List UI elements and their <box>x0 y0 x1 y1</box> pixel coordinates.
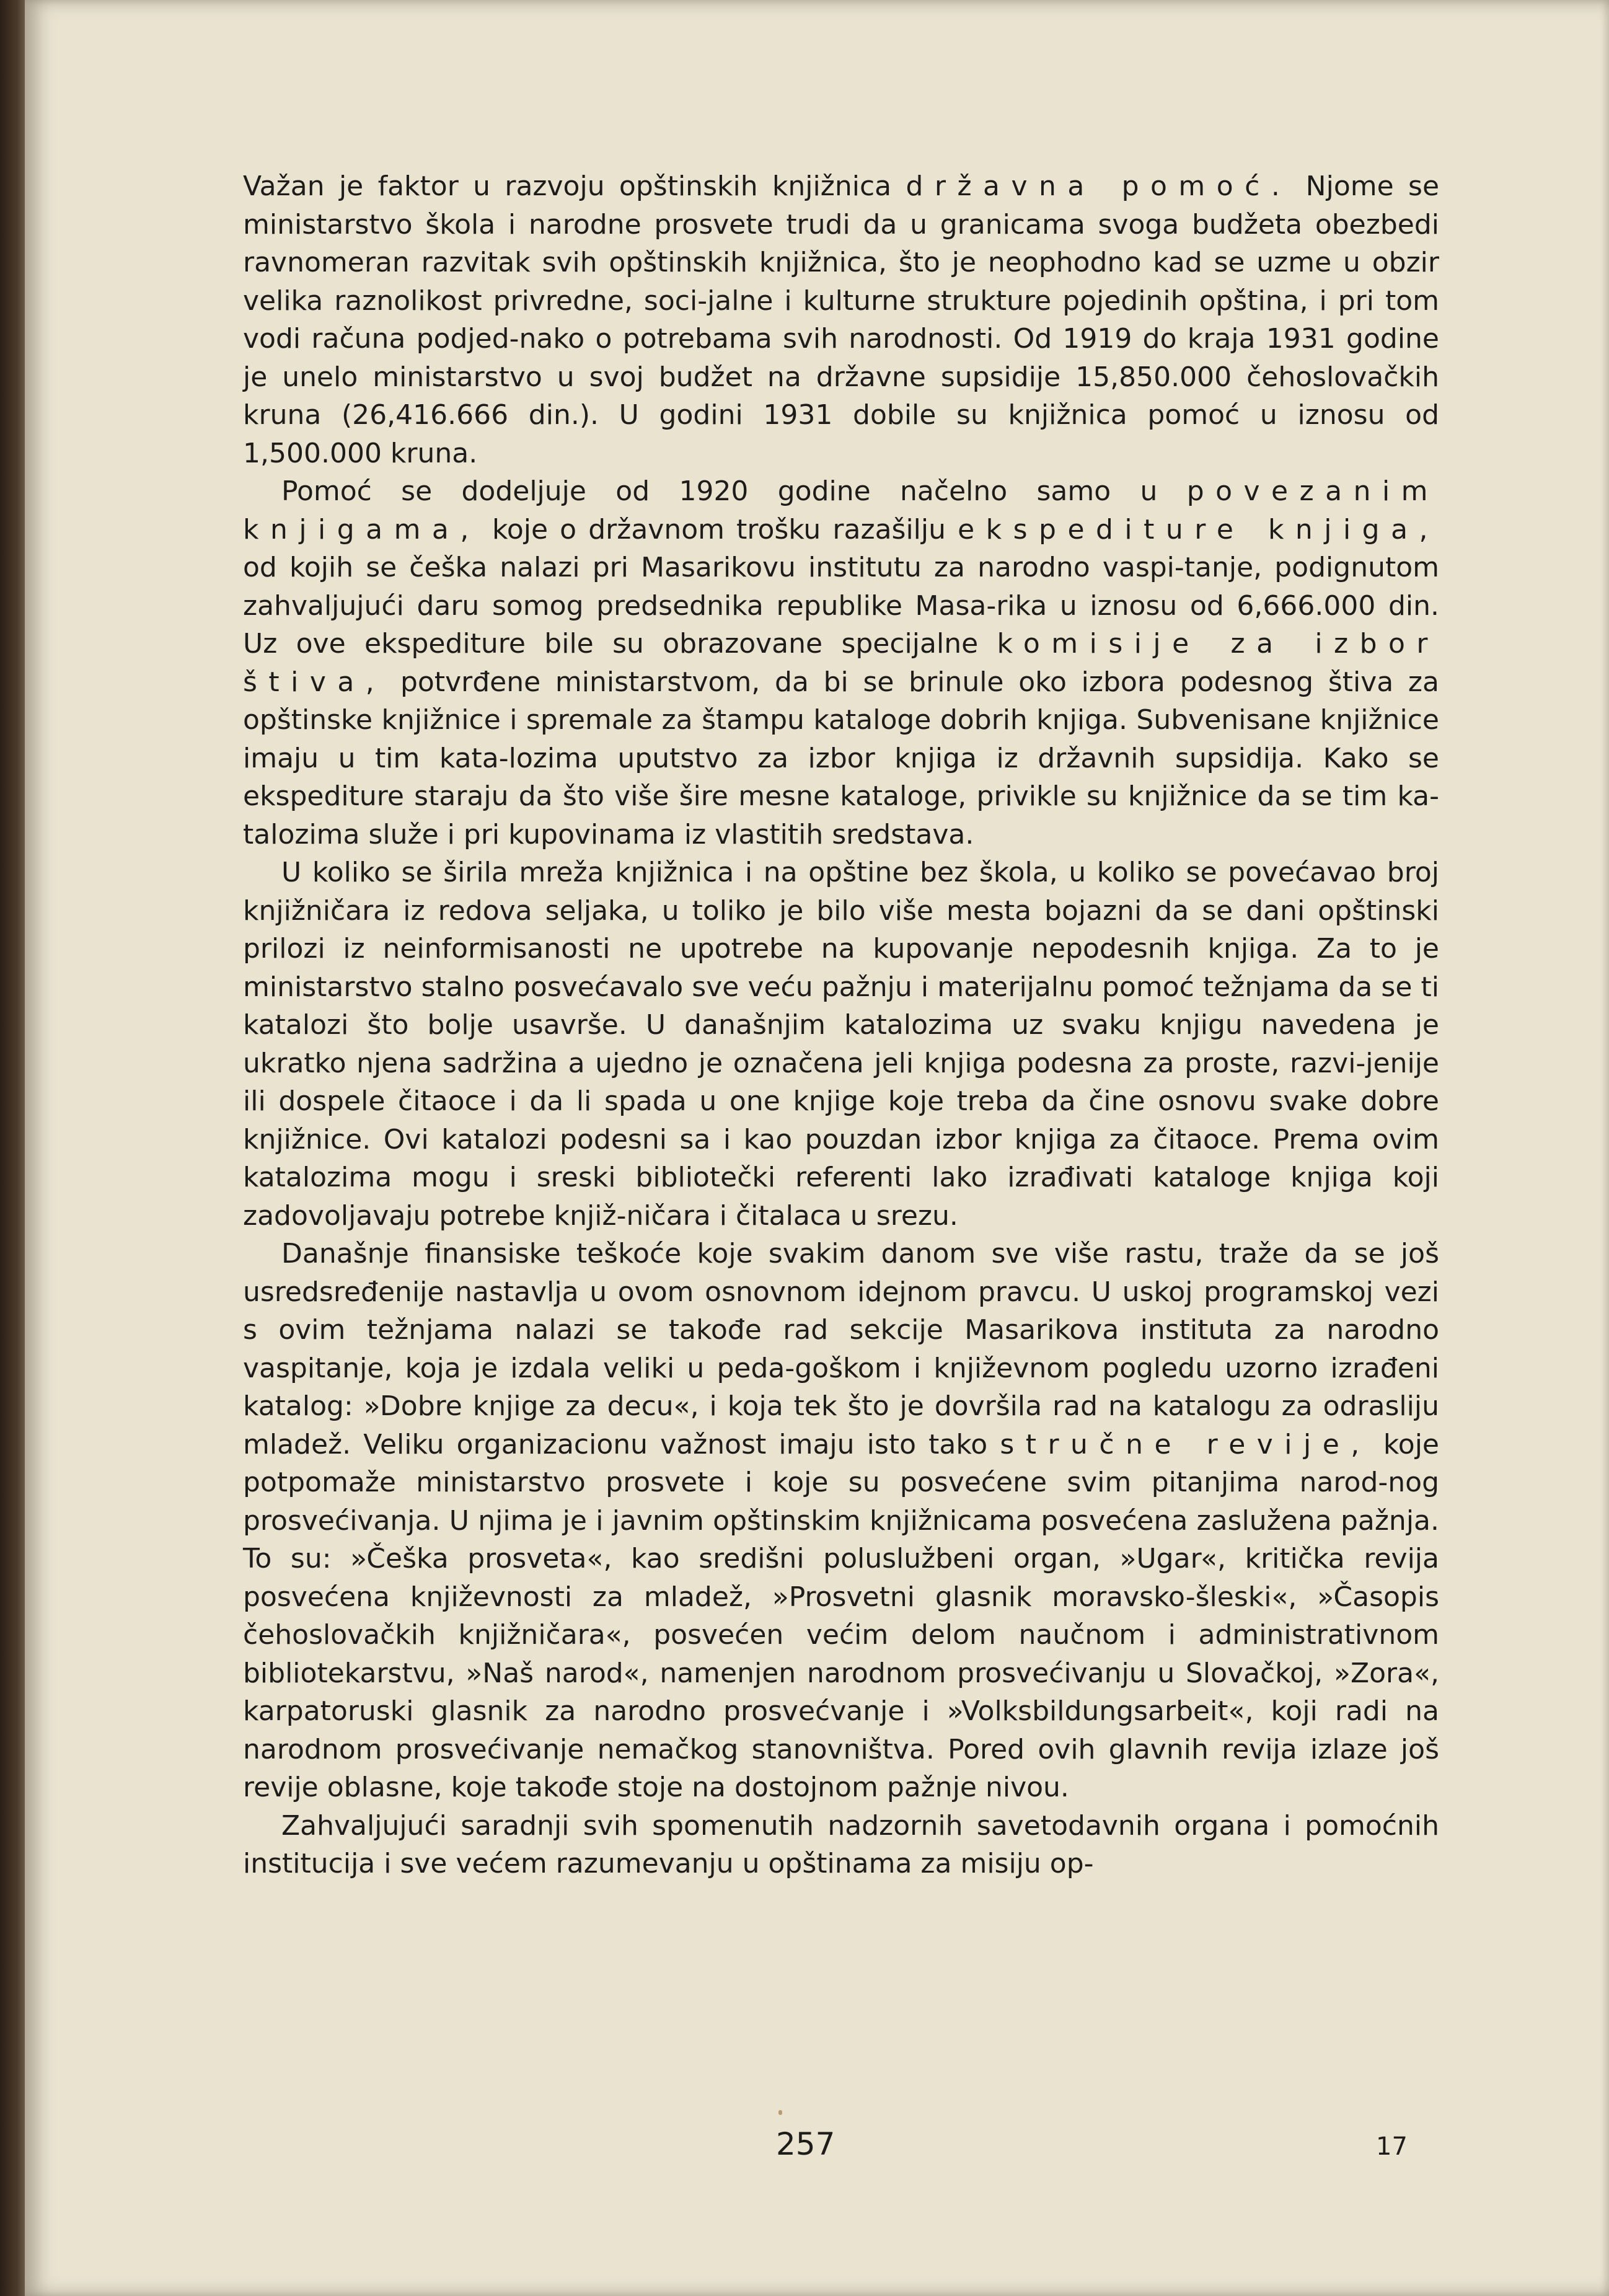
paragraph-2 <box>243 472 1439 854</box>
text-segment: Zahvaljujući saradnji svih spomenutih nadzornih savetodavnih organa i pomoćnih institucija i sve većem razumevanju u opštinama za misiju op- <box>243 1809 1439 1879</box>
text-segment: Njome se ministarstvo škola i narodne prosvete trudi da u granicama svoga budžeta obezbedi ravnomeran razvitak svih opštinskih knjižnica, što je neophodno kad se uzme u obzir velika raznolikost privredne, soci-jalne i kulturne strukture pojedinih opština, i pri tom vodi računa podjed-nako o potrebama svih narodnosti. Od 1919 do kraja 1931 godine je unelo ministarstvo u svoj budžet na državne supsidije 15,850.000 čehoslovačkih kruna (26,416.666 din.). U godini 1931 dobile su knjižnica pomoć u iznosu od 1,500.000 kruna. <box>243 170 1440 469</box>
text-segment: U koliko se širila mreža knjižnica i na opštine bez škola, u koliko se povećavao broj knjižničara iz redova seljaka, u toliko je bilo više mesta bojazni da se dani opštinski prilozi iz neinformisanosti ne upotrebe na kupovanje nepodesnih knjiga. Za to je ministarstvo stalno posvećavalo sve veću pažnju i materijalnu pomoć težnjama da se ti katalozi što bolje usavrše. U današnjim katalozima uz svaku knjigu navedena je ukratko njena sadržina a ujedno je označena jeli knjiga podesna za proste, razvi-jenije ili dospele čitaoce i da li spada u one knjige koje treba da čine osnovu svake dobre knjižnice. Ovi katalozi podesni sa i kao pouzdan izbor knjiga za čitaoce. Prema ovim katalozima mogu i sreski bibliotečki referenti lako izrađivati kataloge knjiga koji zadovoljavaju potrebe knjiž-ničara i čitalaca u srezu. <box>243 857 1439 1232</box>
paragraph-3 <box>243 854 1439 1235</box>
paragraph-1 <box>243 167 1439 472</box>
spaced-emphasis: ekspediture knjiga, <box>958 513 1440 545</box>
paper-speck <box>778 2110 782 2115</box>
text-segment: Važan je faktor u razvoju opštinskih knjižnica <box>243 170 906 202</box>
spaced-emphasis: državna pomoć. <box>906 170 1292 202</box>
text-segment: koje o državnom trošku razašilju <box>480 513 958 545</box>
book-page <box>25 0 1609 2296</box>
body-text <box>243 167 1439 1883</box>
page-number: 257 <box>776 2126 835 2162</box>
sheet-signature-number: 17 <box>1376 2132 1408 2161</box>
text-segment: potvrđene ministarstvom, da bi se brinule oko izbora podesnog štiva za opštinske knjižnice i spremale za štampu kataloge dobrih knjiga. Subvenisane knjižnice imaju u tim kata-lozima uputstvo za izbor knjiga iz državnih supsidija. Kako se ekspediture staraju da što više šire mesne kataloge, privikle su knjižnice da se tim ka-talozima služe i pri kupovinama iz vlastitih sredstava. <box>243 666 1439 850</box>
text-segment: koje potpomaže ministarstvo prosvete i koje su posvećene svim pitanjima narod-nog prosvećivanja. U njima je i javnim opštinskim knjižnicama posvećena zaslužena pažnja. To su: »Češka prosveta«, kao središni poluslužbeni organ, »Ugar«, kritička revija posvećena književnosti za mladež, »Prosvetni glasnik moravsko-šleski«, »Časopis čehoslovačkih knjižničara«, posvećen većim delom naučnom i administrativnom bibliotekarstvu, »Naš narod«, namenjen narodnom prosvećivanju u Slovačkoj, »Zora«, karpatoruski glasnik za narodno prosvećvanje i »Volksbildungsarbeit«, koji radi na narodnom prosvećivanje nemačkog stanovništva. Pored ovih glavnih revija izlaze još revije oblasne, koje takođe stoje na dostojnom pažnje nivou. <box>243 1428 1439 1803</box>
spaced-emphasis: stručne revije, <box>1000 1428 1371 1460</box>
paragraph-4 <box>243 1235 1439 1807</box>
text-segment: Današnje finansiske teškoće koje svakim danom sve više rastu, traže da se još usredsređenije nastavlja u ovom osnovnom idejnom pravcu. U uskoj programskoj vezi s ovim težnjama nalazi se takođe rad sekcije Masarikova instituta za narodno vaspitanje, koja je izdala veliki u peda-goškom i književnom pogledu uzorno izrađeni katalog: »Dobre knjige za decu«, i koja tek što je dovršila rad na katalogu za odrasliju mladež. Veliku organizacionu važnost imaju isto tako <box>243 1238 1439 1460</box>
spaced-emphasis: povezanim knjigama, <box>243 475 1439 545</box>
text-segment: od kojih se češka nalazi pri Masarikovu institutu za narodno vaspi-tanje, podignutom zahvaljujući daru somog predsednika republike Masa-rika u iznosu od 6,666.000 din. Uz ove ekspediture bile su obrazovane specijalne <box>243 552 1439 660</box>
spaced-emphasis: komisije za izbor štiva, <box>243 628 1439 698</box>
paragraph-5 <box>243 1807 1439 1883</box>
text-segment: Pomoć se dodeljuje od 1920 godine načelno samo u <box>281 475 1187 507</box>
